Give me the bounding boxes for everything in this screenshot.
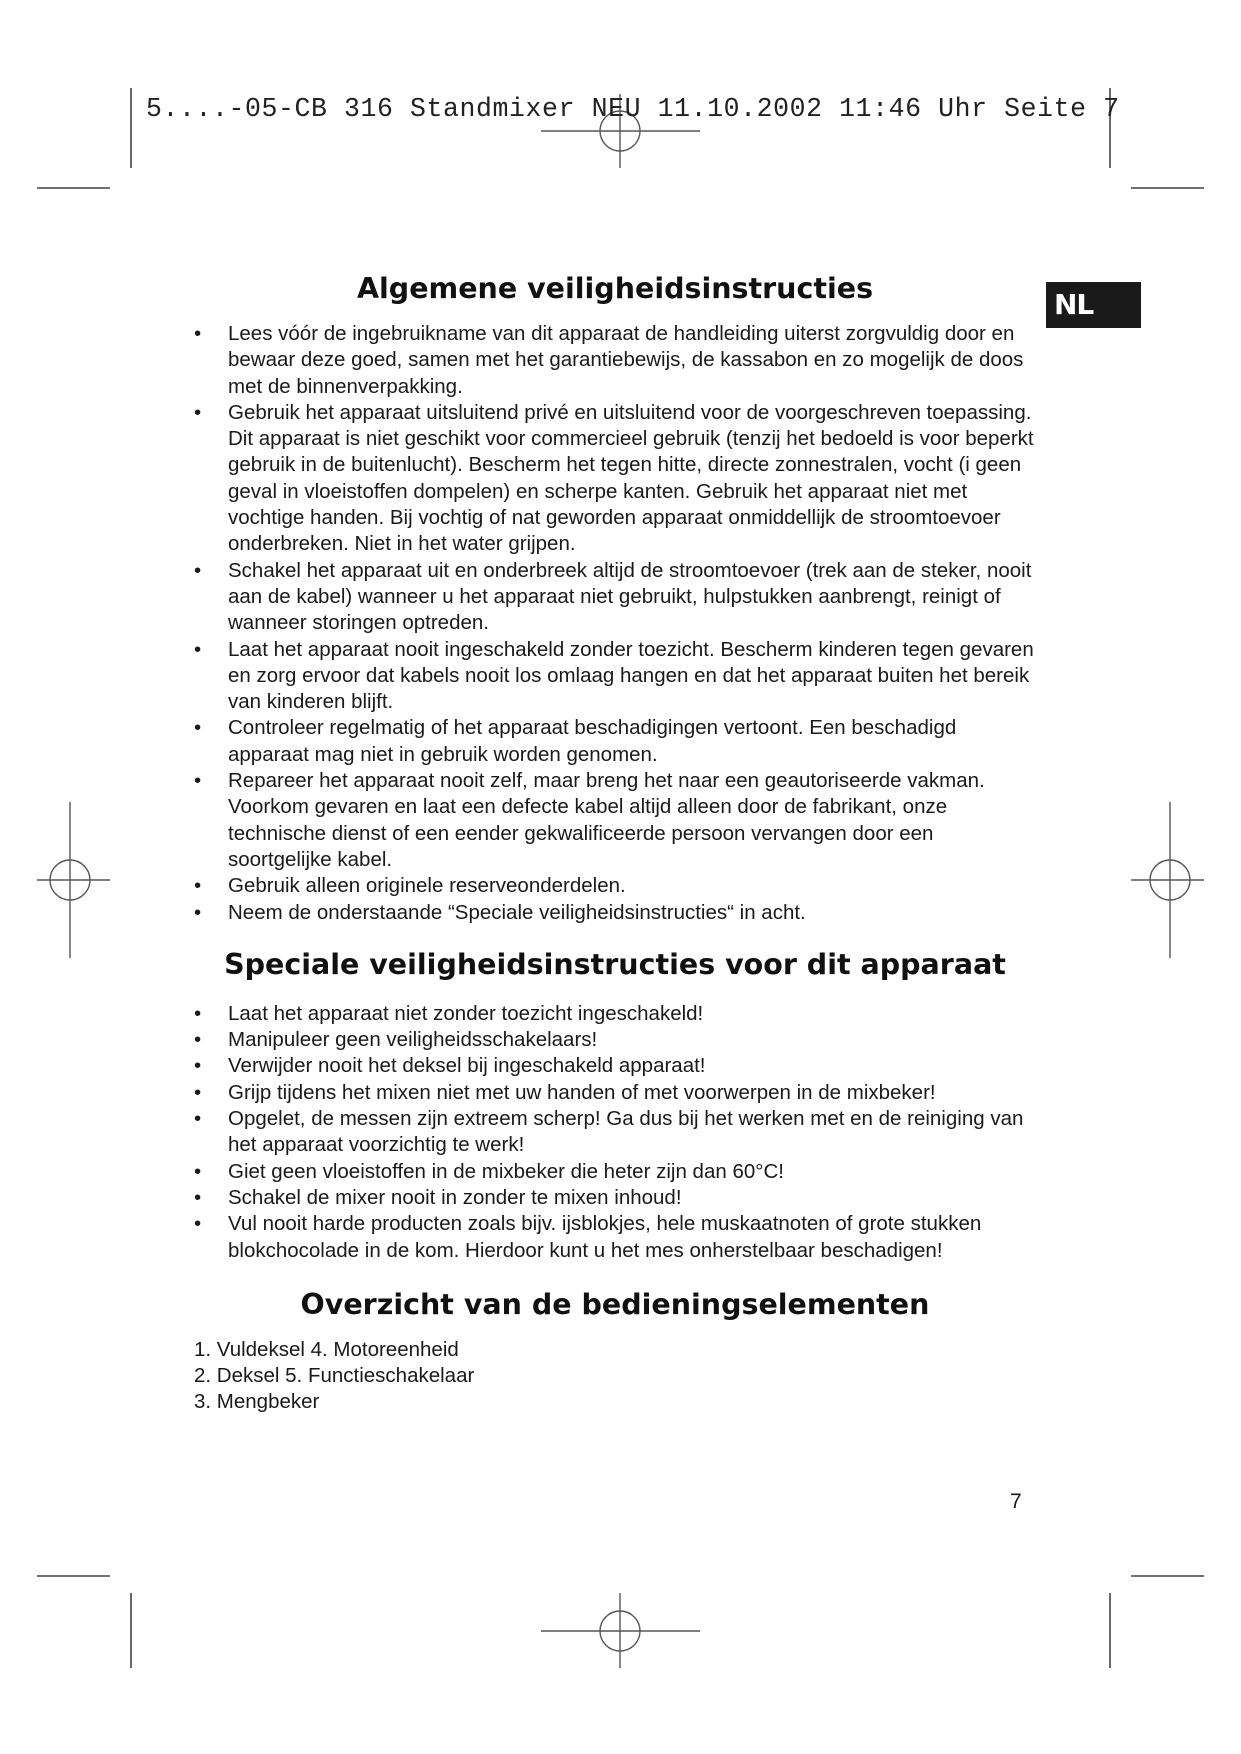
print-slug-header: 5....-05-CB 316 Standmixer NEU 11.10.2002 11:46 Uhr Seite 7 [146, 94, 1120, 124]
list-item: • Vul nooit harde producten zoals bijv. ijsblokjes, hele muskaatnoten of grote stukken blokchocolade in de kom. Hierdoor kunt u het mes onherstelbaar beschadigen! [194, 1212, 982, 1262]
list-item: • Laat het apparaat niet zonder toezicht ingeschakeld! [194, 1001, 704, 1025]
main-content [190, 272, 1040, 1416]
controls-overview-list [190, 1337, 1040, 1416]
list-item: • Schakel de mixer nooit in zonder te mixen inhoud! [194, 1185, 682, 1209]
language-tab: NL [1046, 282, 1141, 328]
registration-mark-right [1131, 802, 1204, 958]
list-item: • Laat het apparaat nooit ingeschakeld zonder toezicht. Bescherm kinderen tegen gevaren en zorg ervoor dat kabels nooit los omlaag hangen en dat het apparaat buiten het bereik van kinderen blijft. [194, 637, 1034, 714]
section-title-overview: Overzicht van de bedieningselementen [300, 1287, 930, 1321]
list-item: • Schakel het apparaat uit en onderbreek altijd de stroomtoevoer (trek aan de steker, nooit aan de kabel) wanneer u het apparaat niet gebruikt, hulpstukken aanbrengt, reinigt of wanneer storingen optreden. [194, 558, 1032, 635]
list-item: • Verwijder nooit het deksel bij ingeschakeld apparaat! [194, 1054, 706, 1078]
list-item: • Opgelet, de messen zijn extreem scherp! Ga dus bij het werken met en de reiniging van het apparaat voorzichtig te werk! [194, 1107, 1024, 1157]
list-item: 2. Deksel 5. Functieschakelaar [194, 1364, 475, 1388]
general-instructions-list [190, 321, 1040, 926]
list-item: • Giet geen vloeistoffen in de mixbeker die heter zijn dan 60°C! [194, 1159, 784, 1183]
list-item: 1. Vuldeksel 4. Motoreenheid [194, 1337, 459, 1361]
list-item: • Controleer regelmatig of het apparaat beschadigingen vertoont. Een beschadigd apparaat mag niet in gebruik worden genomen. [194, 716, 957, 766]
list-item: • Neem de onderstaande “Speciale veiligheidsinstructies“ in acht. [194, 900, 806, 924]
registration-mark-left [37, 802, 110, 958]
list-item: • Repareer het apparaat nooit zelf, maar breng het naar een geautoriseerde vakman. Voorkom gevaren en laat een defecte kabel altijd alleen door de fabrikant, onze technische dienst of een eender gekwalificeerde persoon vervangen door een soortgelijke kabel. [194, 769, 985, 871]
list-item: • Lees vóór de ingebruikname van dit apparaat de handleiding uiterst zorgvuldig door en bewaar deze goed, samen met het garantiebewijs, de kassabon en zo mogelijk de doos met de binnenverpakking. [194, 322, 1024, 398]
page-number: 7 [1010, 1490, 1022, 1513]
list-item: • Gebruik het apparaat uitsluitend privé en uitsluitend voor de voorgeschreven toepassing. Dit apparaat is niet geschikt voor commercieel gebruik (tenzij het bedoeld is voor beperkt gebruik in de buitenlucht). Bescherm het tegen hitte, directe zonnestralen, vocht (i geen geval in vloeistoffen dompelen) en scherpe kanten. Gebruik het apparaat niet met vochtige handen. Bij vochtig of nat geworden apparaat onmiddellijk de stroomtoevoer onderbreken. Niet in het water grijpen. [194, 400, 1034, 556]
registration-mark-bottom [541, 1593, 700, 1668]
section-title-general: Algemene veiligheidsinstructies [356, 272, 874, 305]
list-item: • Gebruik alleen originele reserveonderdelen. [194, 874, 626, 898]
section-title-special: Speciale veiligheidsinstructies voor dit apparaat [224, 947, 1006, 981]
list-item: • Grijp tijdens het mixen niet met uw handen of met voorwerpen in de mixbeker! [194, 1080, 936, 1104]
list-item: 3. Mengbeker [194, 1390, 320, 1414]
special-instructions-list [190, 1001, 1040, 1264]
list-item: • Manipuleer geen veiligheidsschakelaars! [194, 1028, 598, 1052]
